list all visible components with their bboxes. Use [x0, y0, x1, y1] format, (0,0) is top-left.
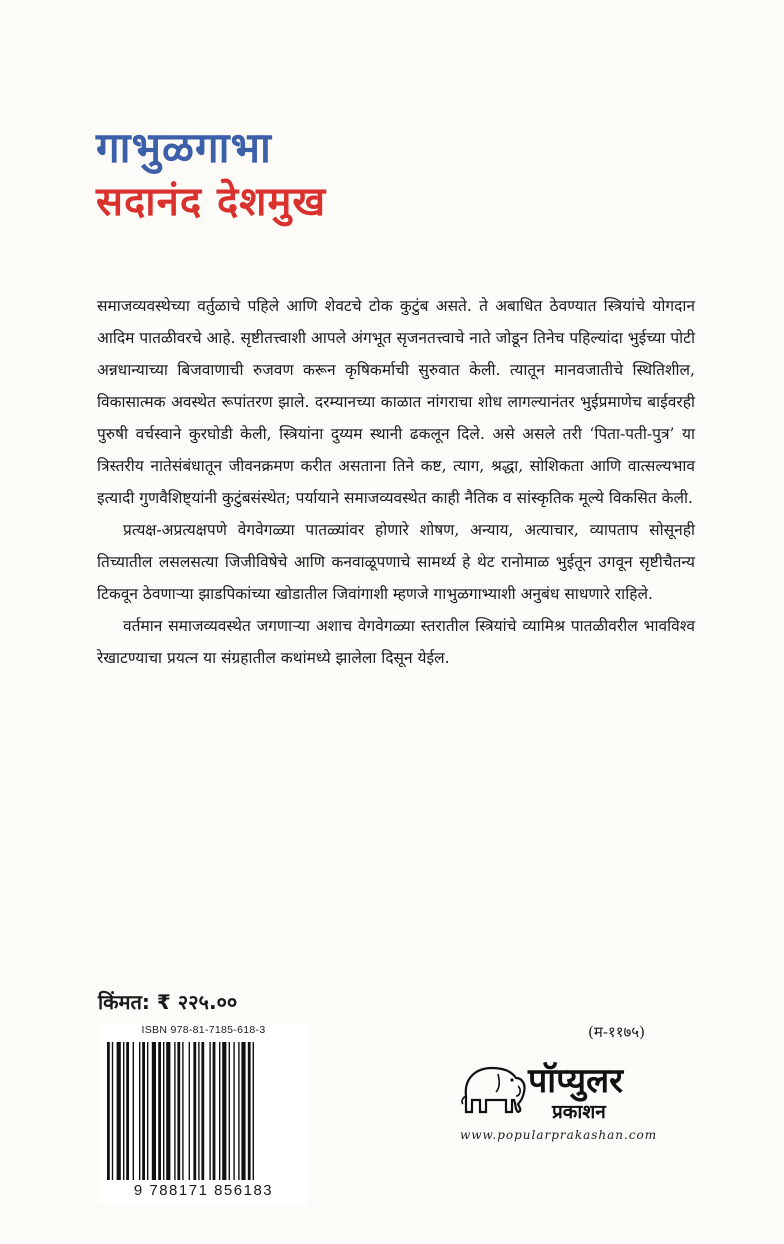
barcode-block: [99, 1024, 308, 1204]
publisher-name-line2: प्रकाशन: [552, 1101, 606, 1123]
elephant-icon: [460, 1056, 532, 1116]
isbn-text: ISBN 978-81-7185-618-3: [141, 1024, 266, 1036]
publisher-website: www.popularprakashan.com: [460, 1128, 658, 1142]
barcode-icon: [105, 1042, 302, 1180]
publication-code: (म-११७५): [588, 1023, 645, 1041]
back-cover-blurb: [97, 290, 695, 674]
price-label: किंमत: ₹ २२५.००: [98, 990, 238, 1014]
barcode-number: 9 788171 856183: [133, 1182, 274, 1199]
author-name: सदानंद देशमुख: [96, 179, 327, 225]
book-title: गाभुळगाभा: [96, 123, 272, 172]
blurb-paragraph-3: वर्तमान समाजव्यवस्थेत जगणाऱ्या अशाच वेगवेगळ्या स्तरातील स्त्रियांचे व्यामिश्र पातळीवरील भावविश्व रेखाटण्याचा प्रयत्न या संग्रहातील कथांमध्ये झालेला दिसून येईल.: [97, 617, 695, 667]
blurb-paragraph-1: समाजव्यवस्थेच्या वर्तुळाचे पहिले आणि शेवटचे टोक कुटुंब असते. ते अबाधित ठेवण्यात स्त्रियांचे योगदान आदिम पातळीवरचे आहे. सृष्टीतत्त्वाशी आपले अंगभूत सृजनतत्त्वाचे नाते जोडून तिनेच पहिल्यांदा भुईच्या पोटी अन्नधान्याच्या बिजवाणाची रुजवण करून कृषिकर्माची सुरुवात केली. त्यातून मानवजातीचे स्थितिशील, विकासात्मक अवस्थेत रूपांतरण झाले. दरम्यानच्या काळात नांगराचा शोध लागल्यानंतर भुईप्रमाणेच बाईवरही पुरुषी वर्चस्वाने कुरघोडी केली, स्त्रियांना दुय्यम स्थानी ढकलून दिले. असे असले तरी ‘पिता-पती-पुत्र’ या त्रिस्तरीय नातेसंबंधातून जीवनक्रमण करीत असताना तिने कष्ट, त्याग, श्रद्धा, सोशिकता आणि वात्सल्यभाव इत्यादी गुणवैशिष्ट्यांनी कुटुंबसंस्थेत; पर्यायाने समाजव्यवस्थेत काही नैतिक व सांस्कृतिक मूल्ये विकसित केली.: [97, 297, 695, 507]
blurb-paragraph-2: प्रत्यक्ष-अप्रत्यक्षपणे वेगवेगळ्या पातळ्यांवर होणारे शोषण, अन्याय, अत्याचार, व्यापताप सोसूनही तिच्यातील लसलसत्या जिजीविषेचे आणि कनवाळूपणाचे सामर्थ्य हे थेट रानोमाळ भुईतून उगवून सृष्टीचैतन्य टिकवून ठेवणाऱ्या झाडपिकांच्या खोडातील जिवांगाशी म्हणजे गाभुळगाभ्याशी अनुबंध साधणारे राहिले.: [97, 521, 695, 603]
publisher-name: पॉप्युलर: [528, 1061, 624, 1101]
